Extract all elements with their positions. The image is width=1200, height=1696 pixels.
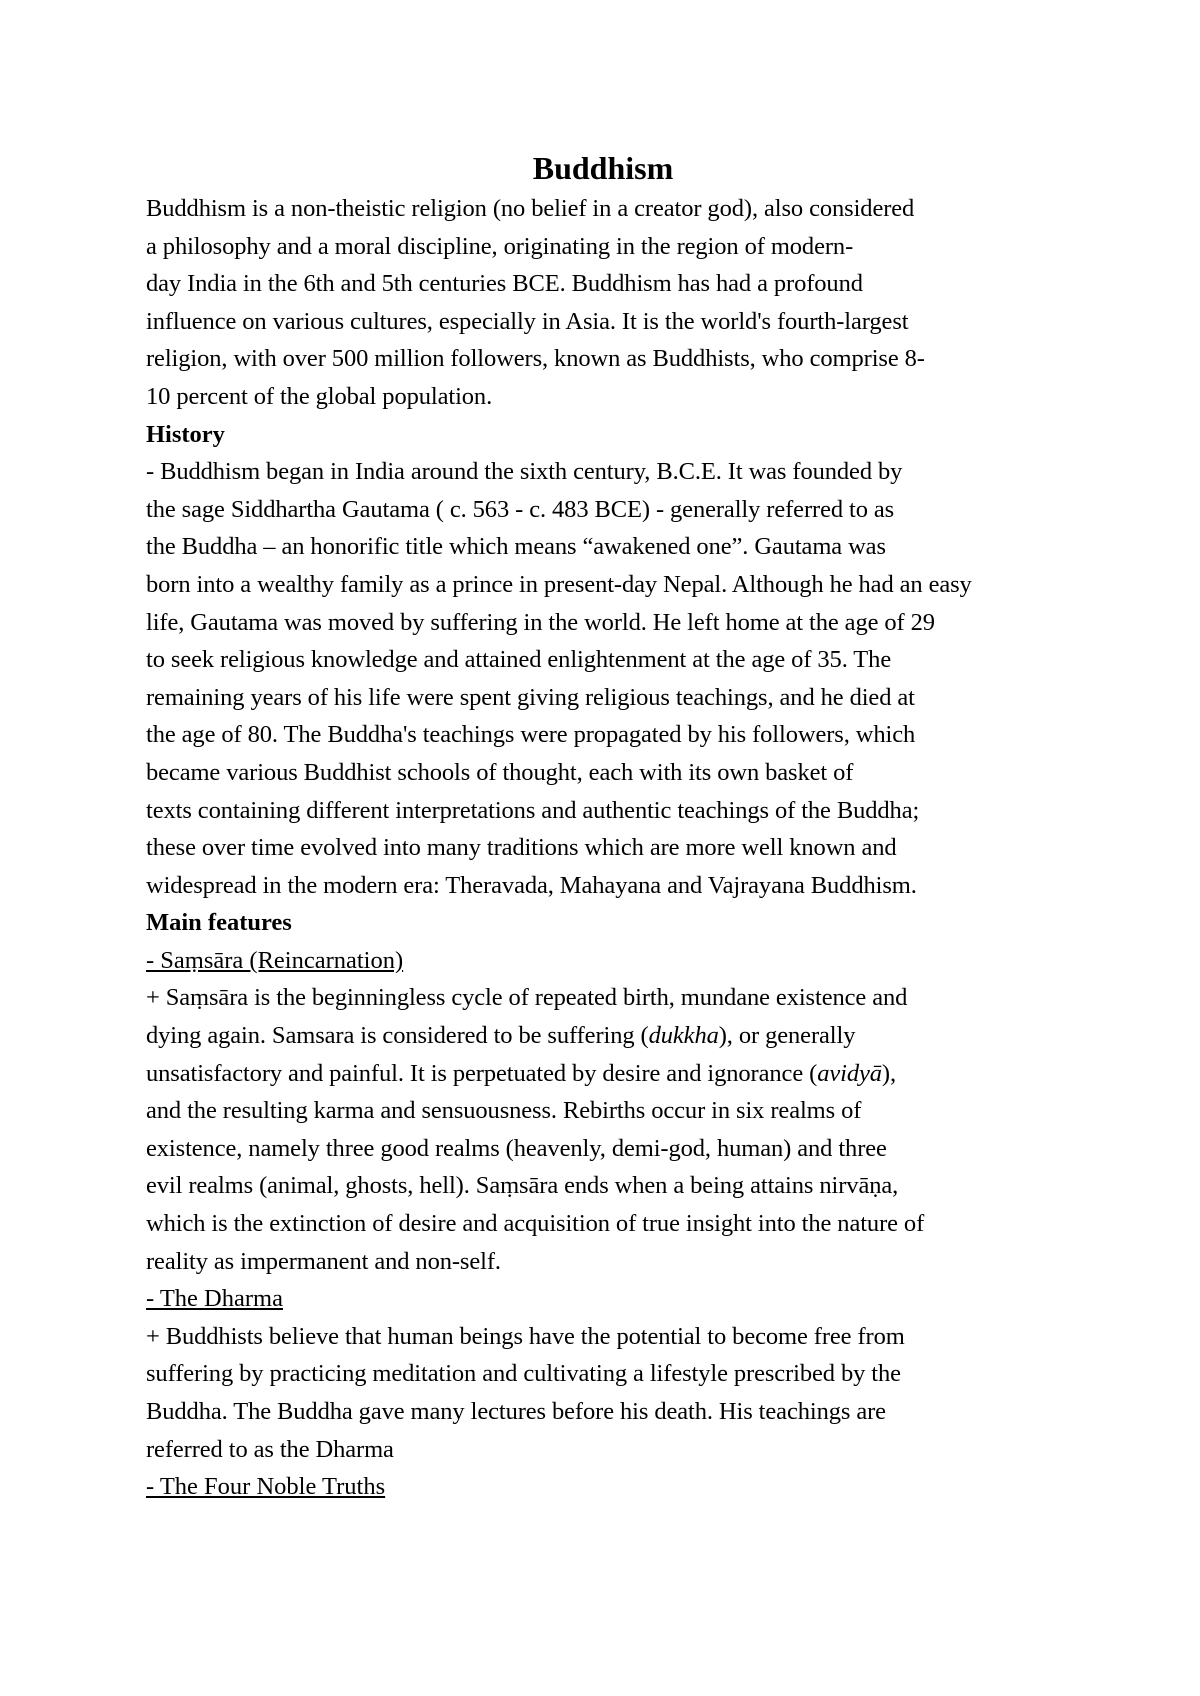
text-line: referred to as the Dharma bbox=[146, 1435, 394, 1463]
text-line: reality as impermanent and non-self. bbox=[146, 1247, 501, 1275]
text-line: the age of 80. The Buddha's teachings were propagated by his followers, which bbox=[146, 721, 916, 749]
text-line: existence, namely three good realms (heavenly, demi-god, human) and three bbox=[146, 1134, 887, 1162]
text-run: ), or generally bbox=[718, 1022, 856, 1050]
text-line: 10 percent of the global population. bbox=[146, 382, 493, 410]
text-line: born into a wealthy family as a prince in present-day Nepal. Although he had an easy bbox=[146, 570, 972, 598]
history-heading: History bbox=[146, 420, 225, 448]
text-line: the Buddha – an honorific title which means “awakened one”. Gautama was bbox=[146, 533, 886, 561]
text-line: - Buddhism began in India around the sixth century, B.C.E. It was founded by bbox=[146, 458, 903, 486]
text-line: became various Buddhist schools of thought, each with its own basket of bbox=[146, 758, 854, 786]
text-line: which is the extinction of desire and acquisition of true insight into the nature of bbox=[146, 1210, 925, 1238]
italic-term-avidya: avidyā bbox=[817, 1059, 882, 1087]
text-line: remaining years of his life were spent giving religious teachings, and he died at bbox=[146, 683, 915, 711]
text-line: to seek religious knowledge and attained enlightenment at the age of 35. The bbox=[146, 646, 892, 674]
text-run: unsatisfactory and painful. It is perpetuated by desire and ignorance ( bbox=[146, 1059, 818, 1087]
text-line bbox=[146, 1055, 1060, 1093]
history-paragraph bbox=[146, 453, 1060, 904]
samsara-subheading: - Saṃsāra (Reincarnation) bbox=[146, 946, 404, 974]
text-run: dying again. Samsara is considered to be suffering ( bbox=[146, 1022, 649, 1050]
text-line: the sage Siddhartha Gautama ( c. 563 - c. 483 BCE) - generally referred to as bbox=[146, 495, 895, 523]
text-run: ), bbox=[881, 1059, 896, 1087]
text-line: + Saṃsāra is the beginningless cycle of repeated birth, mundane existence and bbox=[146, 984, 908, 1012]
text-line: religion, with over 500 million followers, known as Buddhists, who comprise 8- bbox=[146, 345, 925, 373]
samsara-paragraph bbox=[146, 979, 1060, 1280]
text-line: and the resulting karma and sensuousness. Rebirths occur in six realms of bbox=[146, 1097, 862, 1125]
main-features-heading: Main features bbox=[146, 909, 292, 937]
four-noble-truths-subheading: - The Four Noble Truths bbox=[146, 1473, 386, 1501]
text-line: Buddhism is a non-theistic religion (no belief in a creator god), also considered bbox=[146, 195, 915, 222]
text-line: + Buddhists believe that human beings have the potential to become free from bbox=[146, 1322, 905, 1350]
text-line: a philosophy and a moral discipline, originating in the region of modern- bbox=[146, 232, 854, 260]
italic-term-dukkha: dukkha bbox=[648, 1022, 719, 1050]
text-line: evil realms (animal, ghosts, hell). Saṃsāra ends when a being attains nirvāṇa, bbox=[146, 1172, 899, 1200]
text-line: Buddha. The Buddha gave many lectures before his death. His teachings are bbox=[146, 1398, 886, 1425]
dharma-paragraph bbox=[146, 1318, 1060, 1468]
text-line: day India in the 6th and 5th centuries BCE. Buddhism has had a profound bbox=[146, 270, 863, 298]
intro-paragraph bbox=[146, 190, 1060, 416]
text-line: these over time evolved into many traditions which are more well known and bbox=[146, 834, 897, 862]
document-title: Buddhism bbox=[532, 150, 674, 186]
text-line: suffering by practicing meditation and cultivating a lifestyle prescribed by the bbox=[146, 1360, 901, 1388]
text-line: texts containing different interpretations and authentic teachings of the Buddha; bbox=[146, 796, 920, 824]
text-line bbox=[146, 1017, 1060, 1055]
document-body bbox=[146, 190, 1060, 1506]
text-line: life, Gautama was moved by suffering in the world. He left home at the age of 29 bbox=[146, 608, 935, 636]
dharma-subheading: - The Dharma bbox=[146, 1285, 283, 1313]
text-line: influence on various cultures, especially in Asia. It is the world's fourth-largest bbox=[146, 307, 909, 335]
text-line: widespread in the modern era: Theravada, Mahayana and Vajrayana Buddhism. bbox=[146, 871, 917, 899]
